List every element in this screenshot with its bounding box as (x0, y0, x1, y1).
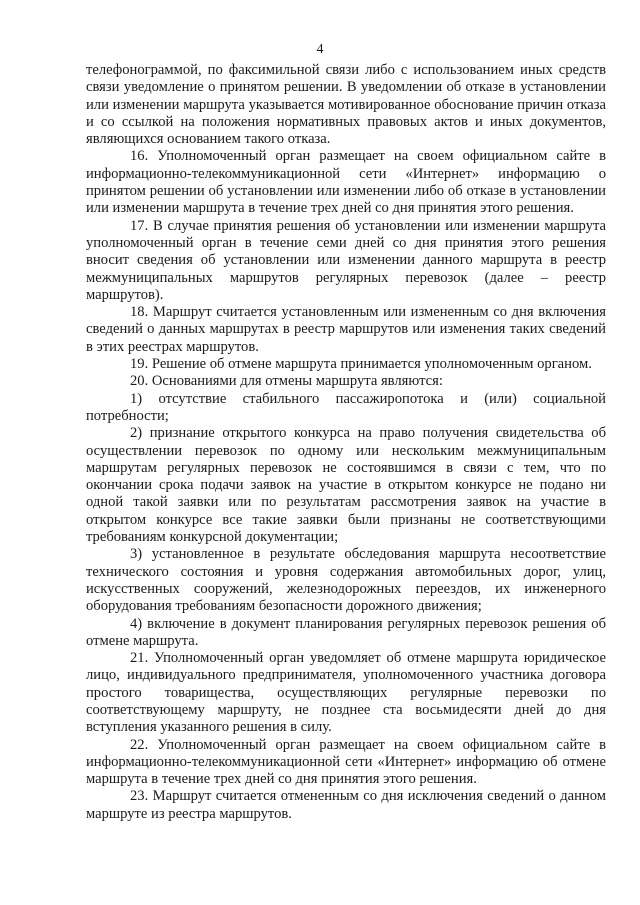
paragraph-20-item-2: 2) признание открытого конкурса на право получения свидетельства об осуществлении перевозок по одному или нескольким межмуниципальным маршрутам регулярных перевозок не состоявшимся в связи с тем, что по окончании срока подачи заявок на участие в открытом конкурсе не подано ни одной такой заявки или по результатам рассмотрения заявок на участие в открытом конкурсе все такие заявки были признаны не соответствующими требованиям конкурсной документации; (86, 425, 606, 546)
paragraph-20-item-4: 4) включение в документ планирования регулярных перевозок решения об отмене маршрута. (86, 615, 606, 649)
paragraph-continuation: телефонограммой, по факсимильной связи либо с использованием иных средств связи уведомление о принятом решении. В уведомлении об отказе в установлении или изменении маршрута указывается мотивированное обоснование причин отказа и со ссылкой на положения нормативных правовых актов и иных документов, являющихся основанием такого отказа. (86, 62, 606, 148)
page-number: 4 (316, 42, 324, 57)
paragraph-20-item-1: 1) отсутствие стабильного пассажиропотока и (или) социальной потребности; (86, 390, 606, 424)
paragraph-20: 20. Основаниями для отмены маршрута являются: (130, 373, 443, 390)
paragraph-17: 17. В случае принятия решения об установлении или изменении маршрута уполномоченный орган в течение семи дней со дня принятия этого решения вносит сведения об установлении или изменении данного маршрута в реестр межмуниципальных маршрутов регулярных перевозок (далее – реестр маршрутов). (86, 217, 606, 303)
paragraph-19: 19. Решение об отмене маршрута принимается уполномоченным органом. (130, 356, 592, 373)
paragraph-23: 23. Маршрут считается отмененным со дня исключения сведений о данном маршруте из реестра маршрутов. (86, 788, 606, 822)
document-body (86, 62, 606, 823)
paragraph-18: 18. Маршрут считается установленным или измененным со дня включения сведений о данных маршрутах в реестр маршрутов или изменения таких сведений в этих реестрах маршрутов. (86, 304, 606, 355)
paragraph-16: 16. Уполномоченный орган размещает на своем официальном сайте в информационно-телекоммуникационной сети «Интернет» информацию о принятом решении об установлении или изменении либо об отказе в установлении или изменении маршрута в течение трех дней со дня принятия этого решения. (86, 148, 606, 217)
paragraph-20-item-3: 3) установленное в результате обследования маршрута несоответствие технического состояния и уровня содержания автомобильных дорог, улиц, искусственных сооружений, железнодорожных переездов, их инженерного оборудования требованиям безопасности дорожного движения; (86, 546, 606, 615)
paragraph-22: 22. Уполномоченный орган размещает на своем официальном сайте в информационно-телекоммуникационной сети «Интернет» информацию об отмене маршрута в течение трех дней со дня принятия этого решения. (86, 736, 606, 788)
paragraph-21: 21. Уполномоченный орган уведомляет об отмене маршрута юридическое лицо, индивидуального предпринимателя, уполномоченного участника договора простого товарищества, осуществляющих регулярные перевозки по соответствующему маршруту, не позднее ста восьмидесяти дней до дня вступления указанного решения в силу. (86, 650, 606, 736)
